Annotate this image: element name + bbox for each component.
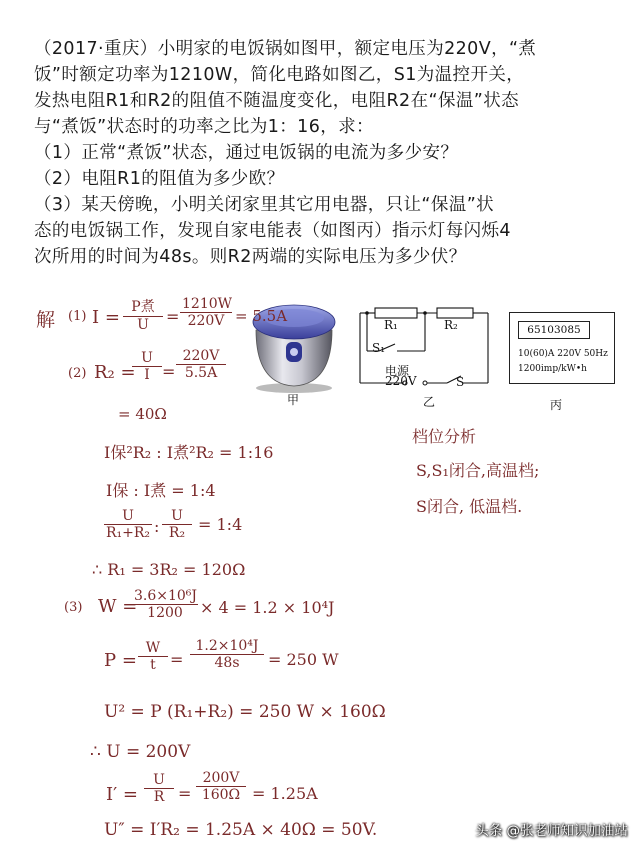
gear-analysis-title: 档位分析 [412, 427, 477, 446]
figure-yi-caption: 乙 [423, 395, 436, 409]
part2-lhs: R₂ = [94, 362, 136, 383]
meter-constant: 1200imp/kW•h [518, 364, 587, 374]
work-fraction: $\frac{\text{3.6×10⁶J}}{1200}$ [134, 588, 198, 621]
colon-sign: : [154, 517, 160, 536]
part1-result: = 5.5A [235, 307, 288, 325]
problem-line: 发热电阻R1和R2的阻值不随温度变化，电阻R2在“保温”状态 [34, 91, 520, 111]
equals-sign: = [166, 307, 180, 326]
voltage-result: ∴ U = 200V [90, 742, 191, 762]
part2-fraction-formula: $\frac{U}{I}$ [132, 350, 162, 383]
ratio-fraction-left: $\frac{U}{\text{R₁+R₂}}$ [106, 508, 151, 541]
gear-analysis-low: S闭合, 低温档. [416, 497, 523, 516]
problem-line: （1）正常“煮饭”状态，通过电饭锅的电流为多少安？ [34, 143, 459, 163]
equals-sign: = [178, 784, 192, 803]
r1-result: ∴ R₁ = 3R₂ = 120Ω [92, 560, 246, 579]
circuit-r1-label: R₁ [384, 318, 398, 332]
figure-jia-caption: 甲 [287, 393, 300, 407]
circuit-switch-label: S [456, 375, 465, 389]
circuit-s1-label: S₁ [372, 341, 386, 355]
problem-line: （2017·重庆）小明家的电饭锅如图甲，额定电压为220V，“煮 [34, 39, 537, 59]
part3-label: (3) [64, 600, 83, 615]
current-fraction-values: $\frac{200V}{160\Omega}$ [196, 770, 246, 803]
power-result: = 250 W [268, 650, 339, 669]
voltage-squared-equation: U² = P (R₁+R₂) = 250 W × 160Ω [104, 702, 386, 722]
power-fraction-values: $\frac{\text{1.2×10⁴J}}{48s}$ [190, 638, 264, 671]
solution-jie: 解 [36, 309, 56, 331]
circuit-r2-label: R₂ [444, 318, 458, 332]
part2-result: = 40Ω [118, 405, 167, 423]
part2-label: (2) [68, 366, 87, 381]
part1-fraction-values: $\frac{1210W}{220V}$ [182, 296, 233, 329]
circuit-source-label: 电源 [385, 364, 410, 378]
work-lhs: W = [98, 596, 138, 617]
problem-statement [34, 36, 626, 270]
gear-analysis-high: S,S₁闭合,高温档; [416, 461, 540, 480]
meter-id: 65103085 [518, 321, 590, 339]
problem-line: （3）某天傍晚，小明关闭家里其它用电器，只让“保温”状 [34, 195, 495, 215]
problem-line: 次所用的时间为48s。则R2两端的实际电压为多少伏？ [34, 247, 467, 267]
watermark: 头条 @张老师知识加油站 [475, 823, 628, 839]
problem-line: 态的电饭锅工作，发现自家电能表（如图丙）指示灯每闪烁4 [34, 221, 511, 241]
current-lhs: I′ = [106, 784, 139, 805]
part1-label: (1) [68, 309, 87, 324]
current-ratio-equation: I保 : I煮 = 1:4 [106, 481, 216, 500]
current-result: = 1.25A [252, 784, 318, 803]
power-fraction-formula: $\frac{W}{t}$ [138, 640, 168, 673]
ratio-fraction-right: $\frac{U}{\text{R₂}}$ [162, 508, 192, 541]
equals-sign: = [170, 650, 184, 669]
meter-rating: 10(60)A 220V 50Hz [518, 349, 608, 359]
circuit-voltage-label: 220V [385, 374, 417, 388]
ratio-result: = 1:4 [198, 515, 243, 534]
power-ratio-equation: I保²R₂ : I煮²R₂ = 1:16 [104, 443, 274, 462]
problem-line: （2）电阻R1的阻值为多少欧？ [34, 169, 285, 189]
problem-line: 饭”时额定功率为1210W，简化电路如图乙，S1为温控开关， [34, 65, 525, 85]
work-result: × 4 = 1.2 × 10⁴J [200, 598, 335, 617]
energy-meter [509, 312, 615, 384]
part2-fraction-values: $\frac{220V}{5.5A}$ [176, 348, 226, 381]
part1-lhs: I = [92, 307, 120, 328]
problem-line: 与“煮饭”状态时的功率之比为1：16，求： [34, 117, 374, 137]
current-fraction-formula: $\frac{U}{R}$ [144, 772, 174, 805]
power-lhs: P = [104, 650, 137, 671]
figure-bing-caption: 丙 [550, 398, 563, 412]
final-voltage-equation: U″ = I′R₂ = 1.25A × 40Ω = 50V. [104, 820, 378, 840]
part1-fraction-formula: P煮 U [123, 296, 163, 333]
equals-sign: = [162, 362, 176, 381]
